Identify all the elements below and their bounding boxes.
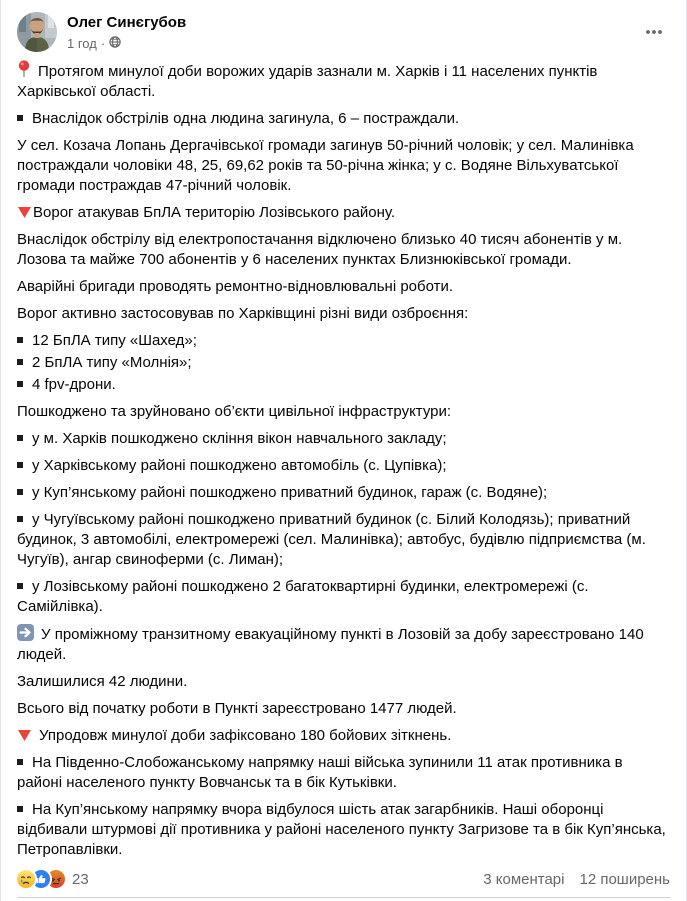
- post-paragraph: у Чугуївському районі пошкоджено приватний будинок (с. Білий Колодязь); приватний будинок, 3 автомобілі, електромережі (сел. Малинівка); автобус, будівлю підприємства (м. Чугуїв), ангар свиноферми (с. Лиман);: [17, 511, 646, 568]
- square-bullet-icon: [17, 806, 23, 812]
- footer-counts: [483, 871, 670, 888]
- post-paragraph: У сел. Козача Лопань Дергачівської громади загинув 50-річний чоловік; у сел. Малинівка постраждали чоловіки 48, 25, 69,62 років та 50-річна жінка; у с. Водяне Вільхуватської громади постраждав 47-річний чоловік.: [17, 137, 634, 194]
- globe-icon: [109, 35, 121, 52]
- avatar[interactable]: [17, 12, 57, 52]
- shares-count[interactable]: 12 поширень: [579, 870, 670, 888]
- post-footer: [1, 860, 686, 897]
- square-bullet-icon: [17, 516, 23, 522]
- red-triangle-down-icon: [17, 726, 32, 746]
- post-paragraph: у Лозівському районі пошкоджено 2 багатоквартирні будинки, електромережі (с. Самійлівка).: [17, 578, 589, 615]
- pushpin-icon: [17, 60, 31, 82]
- post-paragraph: у Куп’янському районі пошкоджено приватний будинок, гараж (с. Водяне);: [17, 483, 670, 503]
- post-paragraph: Протягом минулої доби ворожих ударів зазнали м. Харків і 11 населених пунктів Харківської області.: [17, 60, 670, 102]
- reaction-summary[interactable]: [17, 870, 89, 888]
- timestamp[interactable]: 1 год: [67, 35, 97, 51]
- post-header: [1, 0, 686, 52]
- post-paragraph: Внаслідок обстрілів одна людина загинула, 6 – постраждали.: [17, 109, 670, 129]
- post-paragraph: Залишилися 42 людини.: [17, 673, 188, 690]
- footer-divider: [17, 897, 670, 898]
- post-paragraph: Внаслідок обстрілу від електропостачання відключено близько 40 тисяч абонентів у м. Лозова та майже 700 абонентів у 6 населених пунктах Близнюківської громади.: [17, 231, 623, 268]
- square-bullet-icon: [17, 381, 23, 387]
- post-text: [1, 52, 686, 860]
- square-bullet-icon: [17, 435, 23, 441]
- post-paragraph: На Куп’янському напрямку вчора відбулося шість атак загарбників. Наші оборонці відбивали штурмові дії противника у районі населеного пункту Загризове та в бік Куп’янська, Петропавлівки.: [17, 801, 666, 858]
- post-meta: [67, 34, 186, 52]
- post-paragraph: Пошкоджено та зруйновано об’єкти цивільної інфраструктури:: [17, 403, 452, 420]
- reaction-count[interactable]: 23: [72, 870, 89, 888]
- comments-count[interactable]: 3 коментарі: [483, 870, 565, 888]
- post-paragraph: На Південно-Слобожанському напрямку наші війська зупинили 11 атак противника в районі населеного пункту Вовчанськ та в бік Кутьківки.: [17, 754, 623, 791]
- post-paragraph: у Харківському районі пошкоджено автомобіль (с. Цупівка);: [17, 456, 670, 476]
- meta-separator: ·: [100, 35, 106, 51]
- square-bullet-icon: [17, 759, 23, 765]
- red-triangle-down-icon: [17, 203, 32, 223]
- square-bullet-icon: [17, 489, 23, 495]
- right-arrow-icon: [17, 624, 34, 645]
- post-paragraph: Ворог атакував БпЛА територію Лозівського району.: [17, 203, 670, 223]
- post-paragraph: у м. Харків пошкоджено скління вікон навчального закладу;: [17, 429, 670, 449]
- square-bullet-icon: [17, 462, 23, 468]
- post-menu-button[interactable]: [638, 16, 670, 48]
- post-paragraph: 12 БпЛА типу «Шахед»;: [17, 331, 670, 351]
- post-paragraph: Аварійні бригади проводять ремонтно-відновлювальні роботи.: [17, 278, 454, 295]
- ellipsis-icon: [644, 22, 664, 42]
- post-paragraph: Упродовж минулої доби зафіксовано 180 бойових зіткнень.: [17, 726, 670, 746]
- post-paragraph: Ворог активно застосовував по Харківщині різні види озброєння:: [17, 305, 469, 322]
- square-bullet-icon: [17, 115, 23, 121]
- square-bullet-icon: [17, 337, 23, 343]
- square-bullet-icon: [17, 583, 23, 589]
- post-paragraph: 2 БпЛА типу «Молнія»;: [17, 353, 670, 373]
- author-name[interactable]: Олег Синєгубов: [67, 14, 187, 31]
- post-paragraph: Всього від початку роботи в Пункті зареєстровано 1477 людей.: [17, 700, 457, 717]
- post-paragraph: 4 fpv-дрони.: [17, 375, 670, 395]
- square-bullet-icon: [17, 359, 23, 365]
- sad-reaction-icon[interactable]: [17, 870, 35, 888]
- post-paragraph: У проміжному транзитному евакуаційному пункті в Лозовій за добу зареєстровано 140 людей.: [17, 626, 644, 663]
